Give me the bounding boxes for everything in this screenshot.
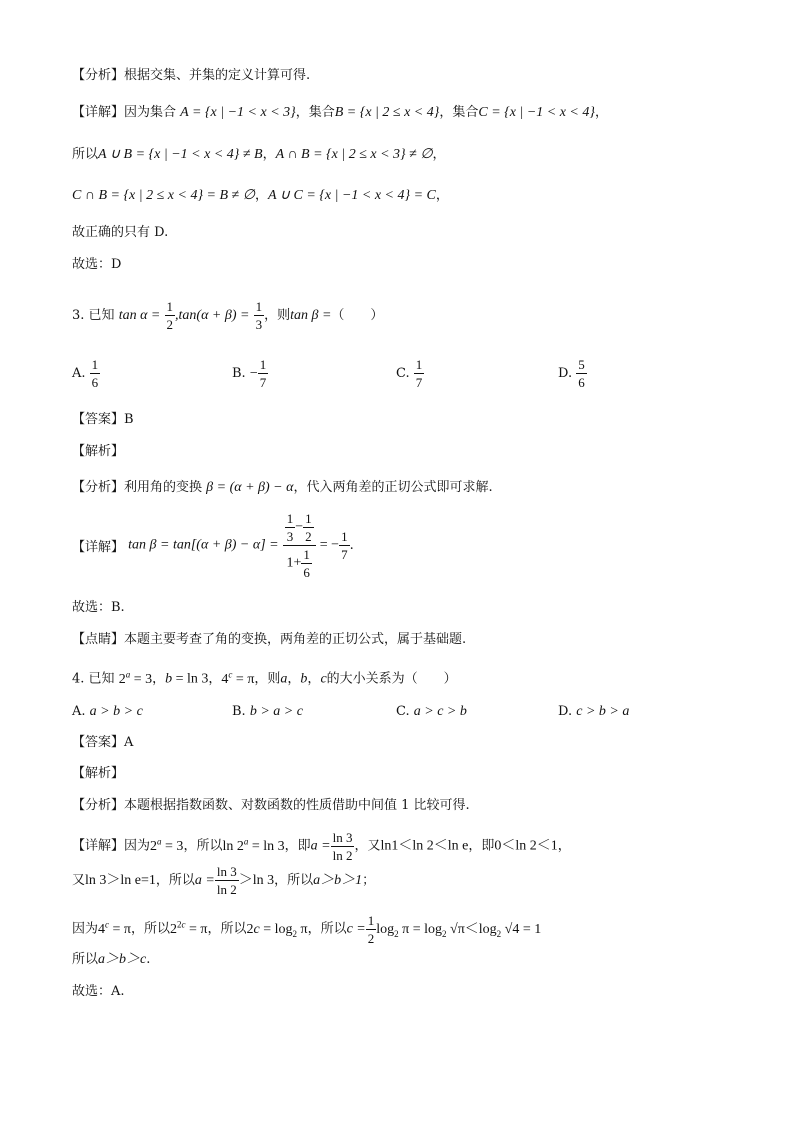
p2-comma: ，	[262, 147, 276, 162]
q3-remark-text: 本题主要考查了角的变换，两角差的正切公式，属于基础题.	[124, 632, 467, 647]
half-frac	[366, 914, 377, 945]
q4-number: 4. 已知	[72, 671, 115, 687]
p2-inter-line	[72, 186, 449, 206]
q3-tan-alpha: tan α =	[118, 308, 161, 323]
p2-detail-intro: 因为集合	[124, 105, 177, 120]
so: ，所以	[207, 921, 247, 937]
q3-angle-transform: β = (α + β) − α	[206, 480, 294, 495]
frac	[303, 512, 314, 543]
p2-union-line	[72, 145, 446, 165]
q3-option-a[interactable]	[72, 356, 100, 392]
ln-compare: ln1＜ln 2＜ln e	[380, 838, 469, 854]
q4-cond-a: $2^a = 3$	[118, 669, 153, 687]
label-analysis: 【分析】	[72, 798, 125, 813]
frac-den: 7	[415, 375, 423, 390]
option-letter: A.	[72, 366, 86, 381]
union-ab: A ∪ B = {x | −1 < x < 4} ≠ B	[98, 147, 263, 162]
q3-detail	[72, 512, 354, 579]
frac	[301, 548, 312, 579]
semicolon: ；	[362, 873, 376, 888]
option-text: c > b > a	[576, 704, 630, 719]
frac-num: 1	[415, 357, 423, 372]
frac-num: 1	[367, 912, 375, 928]
option-letter: A.	[72, 704, 86, 719]
q4-analysis	[72, 796, 470, 816]
option-letter: C.	[396, 366, 410, 381]
q4-choice: 故选：A.	[72, 984, 125, 999]
p2-comma: ，	[435, 188, 449, 203]
q3-choice: 故选：B.	[72, 600, 125, 615]
frac-den: 2	[166, 317, 174, 332]
c-equals: c =	[346, 921, 366, 937]
q3-dianjing	[72, 630, 466, 650]
option-letter: C.	[396, 704, 410, 719]
frac-num: ln 3	[332, 829, 353, 845]
option-text: b > a > c	[249, 704, 303, 719]
p2-detail-line	[72, 103, 608, 123]
option-frac	[258, 358, 269, 389]
frac-den: 7	[259, 375, 267, 390]
ln-ratio-frac	[215, 865, 239, 896]
option-frac	[414, 358, 425, 389]
frac-den: 6	[91, 375, 99, 390]
q4-option-a[interactable]	[72, 702, 143, 722]
q4-detail-line4	[72, 950, 150, 970]
because: 因为	[124, 838, 151, 854]
gt-ln3: ＞ln 3	[238, 873, 275, 888]
set-a-def: A = {x | −1 < x < 3}	[180, 105, 296, 120]
q4-jiexi: 【解析】	[72, 766, 125, 781]
q3-tan-sum: ,tan(α + β) =	[175, 308, 250, 323]
q4-detail-line2	[72, 862, 375, 900]
q3-number: 3. 已知	[72, 308, 115, 323]
q3-detail-lhs: tan β = tan[(α + β) − α] =	[128, 537, 279, 553]
p2-analysis-text: 根据交集、并集的定义计算可得.	[124, 68, 311, 83]
q3-frac-third	[254, 300, 265, 331]
frac-num: 5	[578, 357, 585, 372]
frac-den: 3	[255, 317, 263, 332]
q3-frac-half	[165, 300, 176, 331]
p2-comma: ，	[254, 188, 268, 203]
q3-stem	[72, 298, 383, 334]
p2-comma: ，	[432, 147, 446, 162]
also: 又	[72, 873, 86, 888]
q3-jiexi: 【解析】	[72, 444, 125, 459]
frac-den: 2	[367, 930, 375, 946]
q3-result-frac	[339, 530, 350, 561]
so: ，所以	[130, 921, 170, 937]
p2-sep: ，集合	[439, 105, 479, 120]
frac-den: ln 2	[332, 847, 353, 863]
set-c-def: C = {x | −1 < x < 4}	[478, 105, 595, 120]
option-frac	[576, 358, 587, 389]
option-letter: B.	[232, 704, 246, 719]
option-text: a > c > b	[413, 704, 467, 719]
compound-denominator	[283, 546, 316, 579]
q4-cond-b: b = ln 3	[165, 671, 209, 687]
so: 所以	[72, 952, 99, 967]
option-letter: B.	[232, 366, 246, 381]
q3-analysis	[72, 478, 493, 498]
label-answer: 【答案】	[72, 735, 125, 750]
period: .	[349, 538, 354, 553]
q3-analysis-post: ，代入两角差的正切公式即可求解.	[293, 480, 493, 495]
because: 因为	[72, 921, 99, 937]
minus: −	[295, 519, 304, 535]
option-frac	[90, 358, 101, 389]
frac-den: 6	[578, 375, 585, 390]
frac-den: 6	[303, 565, 310, 580]
namely: ，即	[284, 838, 311, 854]
label-answer: 【答案】	[72, 412, 125, 427]
frac-num: 1	[166, 299, 174, 314]
q4-stem: 4. 已知 $2^a = 3$，b = ln 3，$4^c = \pi$，则a，b，c的大小关系为（ ）	[72, 669, 457, 687]
q4-cond-c: $4^c = \pi$	[221, 669, 255, 687]
option-letter: D.	[558, 704, 573, 719]
frac-den: 3	[286, 529, 294, 544]
frac-num: 1	[286, 511, 294, 526]
q4-detail-line1: 【详解】因为$2^a = 3$，所以$\ln 2^a = \ln 3$，即a = $\frac{\ln 3}{\ln 2}$ ，又ln1＜ln 2＜ln e，即0＜ln 2＜1，	[72, 829, 571, 863]
so: ，所以	[155, 873, 195, 888]
label-analysis: 【分析】	[72, 480, 125, 495]
option-text: a > b > c	[89, 704, 143, 719]
option-letter: D.	[558, 366, 573, 381]
q4-detail-line3: 因为$4^c = \pi$，所以$2^{2c} = \pi$，所以$2c = \log_2 \pi$，所以c = $\frac{1}{2}$ $\log_2 \pi = \log_2 √\pi<\log_2$ √4 = 1	[72, 912, 542, 946]
a-gt-b-gt-c: a＞b＞c	[98, 952, 147, 967]
q4-option-b[interactable]	[232, 702, 303, 722]
q4-option-c[interactable]	[396, 702, 467, 722]
label-detail: 【详解】	[72, 105, 125, 120]
p2-analysis-line	[72, 66, 310, 86]
namely: ，即	[468, 838, 495, 854]
frac	[285, 512, 296, 543]
comma: ，	[557, 838, 571, 854]
ln3-compare: ln 3＞ln e=1	[85, 873, 156, 888]
option-sign: −	[249, 366, 258, 381]
so: ，所以	[274, 873, 314, 888]
p2-comma: ，	[594, 105, 608, 120]
label-analysis: 【分析】	[72, 68, 125, 83]
a-equals: a =	[310, 838, 331, 854]
q4-answer-value: A	[124, 735, 134, 750]
frac-num: 1	[255, 299, 263, 314]
frac-num: 1	[303, 547, 310, 562]
p2-choice: 故选：D	[72, 257, 122, 272]
ln2-range: 0＜ln 2＜1	[494, 838, 558, 854]
frac-num: ln 3	[216, 864, 237, 879]
q3-compound-frac	[283, 512, 316, 579]
compound-numerator	[283, 512, 316, 546]
so: ，所以	[307, 921, 347, 937]
frac-den: 7	[341, 547, 348, 562]
q3-option-d[interactable]	[558, 356, 587, 392]
q4-answer	[72, 733, 133, 753]
q3-option-b[interactable]	[232, 356, 268, 392]
inter-ab: A ∩ B = {x | 2 ≤ x < 3} ≠ ∅	[275, 147, 433, 162]
p2-sep: ，集合	[295, 105, 335, 120]
inter-cb: C ∩ B = {x | 2 ≤ x < 4} = B ≠ ∅	[72, 188, 255, 203]
frac-den: ln 2	[216, 882, 237, 897]
q3-answer	[72, 410, 134, 430]
label-remark: 【点睛】	[72, 632, 125, 647]
so: ，所以	[183, 838, 223, 854]
p2-conclusion: 故正确的只有 D.	[72, 225, 169, 240]
q3-tan-beta: tan β =	[290, 308, 332, 323]
q4-stem-tail: 的大小关系为（ ）	[326, 671, 457, 687]
also: ，又	[354, 838, 381, 854]
p2-so: 所以	[72, 147, 99, 162]
q3-answer-value: B	[124, 412, 134, 427]
frac-num: 1	[305, 511, 312, 526]
a-gt-b-gt-1: a＞b＞1	[313, 873, 363, 888]
frac-den: 2	[305, 529, 312, 544]
frac-num: 1	[341, 529, 348, 544]
frac-num: 1	[91, 357, 99, 372]
q3-analysis-pre: 利用角的变换	[124, 480, 203, 495]
one-plus: 1+	[286, 555, 302, 571]
label-detail: 【详解】	[72, 540, 125, 555]
q3-blank: （ ）	[331, 308, 384, 323]
q3-option-c[interactable]	[396, 356, 424, 392]
q3-equals-minus: = −	[319, 537, 340, 553]
label-detail: 【详解】	[72, 838, 125, 854]
set-b-def: B = {x | 2 ≤ x < 4}	[334, 105, 440, 120]
q3-then: ，则	[264, 308, 291, 323]
union-ac: A ∪ C = {x | −1 < x < 4} = C	[267, 188, 436, 203]
period: .	[146, 952, 151, 967]
a-equals: a =	[194, 873, 215, 888]
q4-option-d[interactable]	[558, 702, 629, 722]
q4-analysis-text: 本题根据指数函数、对数函数的性质借助中间值 1 比较可得.	[124, 798, 470, 813]
frac-num: 1	[259, 357, 267, 372]
ln-ratio-frac	[331, 831, 355, 862]
